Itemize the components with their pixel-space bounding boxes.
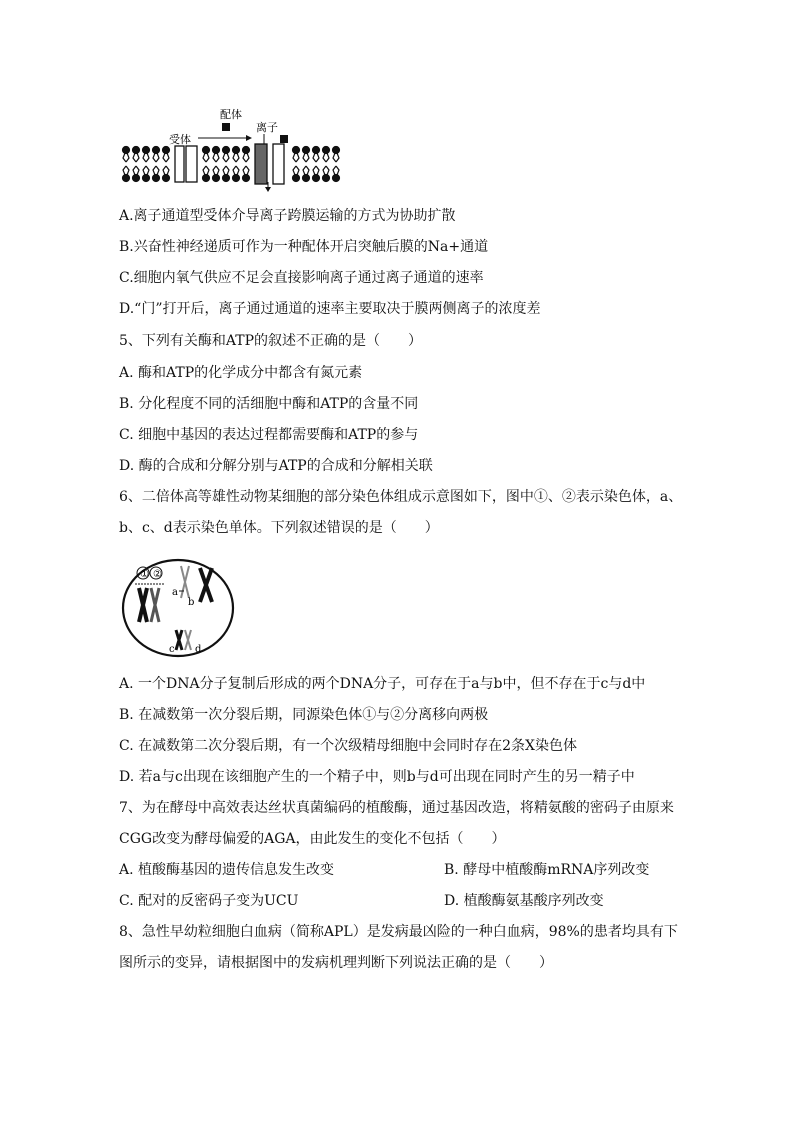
q4-option-a: A.离子通道型受体介导离子跨膜运输的方式为协助扩散 xyxy=(119,208,456,224)
phospholipid-head xyxy=(223,175,230,182)
chromosome-cell-figure xyxy=(120,558,240,662)
phospholipid-tail xyxy=(143,153,149,162)
phospholipid-tail xyxy=(203,166,209,175)
phospholipid-tail xyxy=(153,166,159,175)
phospholipid-tail xyxy=(133,153,139,162)
phospholipid-head xyxy=(143,147,150,154)
phospholipid-head xyxy=(313,175,320,182)
phospholipid-head xyxy=(293,147,300,154)
phospholipid-tail xyxy=(153,153,159,162)
phospholipid-head xyxy=(143,175,150,182)
phospholipid-head xyxy=(303,147,310,154)
q8-stem-line1: 8、急性早幼粒细胞白血病（简称APL）是发病最凶险的一种白血病，98%的患者均具有下 xyxy=(119,924,678,940)
q5-option-a: A. 酶和ATP的化学成分中都含有氮元素 xyxy=(119,365,363,381)
receptor-label: 受体 xyxy=(169,133,191,146)
phospholipid-tail xyxy=(223,153,229,162)
phospholipid-tail xyxy=(163,153,169,162)
phospholipid-head xyxy=(133,147,140,154)
phospholipid-tail xyxy=(243,153,249,162)
phospholipid-tail xyxy=(323,153,329,162)
phospholipid-head xyxy=(293,175,300,182)
phospholipid-tail xyxy=(303,166,309,175)
phospholipid-tail xyxy=(123,153,129,162)
phospholipid-tail xyxy=(233,166,239,175)
phospholipid-tail xyxy=(133,166,139,175)
phospholipid-tail xyxy=(203,153,209,162)
phospholipid-tail xyxy=(233,153,239,162)
q8-stem-line2: 图所示的变异，请根据图中的发病机理判断下列说法正确的是（ ） xyxy=(119,955,553,971)
phospholipid-head xyxy=(123,175,130,182)
chromatid-d-label: d xyxy=(195,644,202,655)
phospholipid-tail xyxy=(333,153,339,162)
phospholipid-head xyxy=(163,147,170,154)
phospholipid-tail xyxy=(223,166,229,175)
phospholipid-tail xyxy=(293,153,299,162)
phospholipid-head xyxy=(203,175,210,182)
phospholipid-head xyxy=(123,147,130,154)
q7-option-a: A. 植酸酶基因的遗传信息发生改变 xyxy=(119,862,335,878)
q7-stem-line1: 7、为在酵母中高效表达丝状真菌编码的植酸酶，通过基因改造，将精氨酸的密码子由原来 xyxy=(119,800,674,816)
ligand-label: 配体 xyxy=(220,108,242,121)
ion-label: 离子 xyxy=(256,121,278,134)
phospholipid-tail xyxy=(303,153,309,162)
phospholipid-tail xyxy=(293,166,299,175)
phospholipid-head xyxy=(323,175,330,182)
phospholipid-head xyxy=(333,147,340,154)
q4-option-b: B.兴奋性神经递质可作为一种配体开启突触后膜的Na+通道 xyxy=(119,239,489,255)
q7-stem-line2: CGG改变为酵母偏爱的AGA，由此发生的变化不包括（ ） xyxy=(119,831,506,847)
phospholipid-tail xyxy=(313,166,319,175)
chromosome-1-label: ① xyxy=(140,569,149,580)
phospholipid-head xyxy=(233,175,240,182)
phospholipid-tail xyxy=(123,166,129,175)
q6-stem-line1: 6、二倍体高等雄性动物某细胞的部分染色体组成示意图如下，图中①、②表示染色体，a、 xyxy=(119,489,683,505)
q5-option-c: C. 细胞中基因的表达过程都需要酶和ATP的参与 xyxy=(119,427,419,443)
phospholipid-tail xyxy=(323,166,329,175)
phospholipid-tail xyxy=(213,166,219,175)
phospholipid-head xyxy=(323,147,330,154)
phospholipid-tail xyxy=(163,166,169,175)
phospholipid-tail xyxy=(333,166,339,175)
phospholipid-head xyxy=(223,147,230,154)
q5-option-b: B. 分化程度不同的活细胞中酶和ATP的含量不同 xyxy=(119,396,419,412)
phospholipid-head xyxy=(303,175,310,182)
phospholipid-tail xyxy=(313,153,319,162)
q4-option-d: D.“门”打开后，离子通过通道的速率主要取决于膜两侧离子的浓度差 xyxy=(119,301,541,317)
q6-stem-line2: b、c、d表示染色单体。下列叙述错误的是（ ） xyxy=(119,520,439,536)
phospholipid-tail xyxy=(143,166,149,175)
q6-option-a: A. 一个DNA分子复制后形成的两个DNA分子，可存在于a与b中，但不存在于c与d中 xyxy=(119,676,646,692)
chromatid-c-label: c xyxy=(169,644,175,655)
q5-option-d: D. 酶的合成和分解分别与ATP的合成和分解相关联 xyxy=(119,458,433,474)
q6-option-c: C. 在减数第二次分裂后期，有一个次级精母细胞中会同时存在2条X染色体 xyxy=(119,738,577,754)
q6-option-b: B. 在减数第一次分裂后期，同源染色体①与②分离移向两极 xyxy=(119,707,489,723)
phospholipid-head xyxy=(333,175,340,182)
q7-option-d: D. 植酸酶氨基酸序列改变 xyxy=(444,893,604,909)
chromatid-b-label: b xyxy=(188,597,195,608)
chromosome-2-label: ② xyxy=(153,569,162,580)
phospholipid-head xyxy=(233,147,240,154)
phospholipid-head xyxy=(163,175,170,182)
chromatid-a-label: a xyxy=(172,587,178,598)
phospholipid-head xyxy=(153,147,160,154)
q4-option-c: C.细胞内氧气供应不足会直接影响离子通过离子通道的速率 xyxy=(119,270,484,286)
phospholipid-head xyxy=(153,175,160,182)
phospholipid-head xyxy=(243,175,250,182)
q5-stem: 5、下列有关酶和ATP的叙述不正确的是（ ） xyxy=(119,333,423,349)
phospholipid-tail xyxy=(213,153,219,162)
q7-option-c: C. 配对的反密码子变为UCU xyxy=(119,893,299,909)
phospholipid-head xyxy=(203,147,210,154)
phospholipid-head xyxy=(213,147,220,154)
phospholipid-head xyxy=(133,175,140,182)
membrane-ion-channel-figure xyxy=(118,106,350,192)
phospholipid-tail xyxy=(243,166,249,175)
phospholipid-head xyxy=(313,147,320,154)
phospholipid-head xyxy=(213,175,220,182)
q7-option-b: B. 酵母中植酸酶mRNA序列改变 xyxy=(444,862,650,878)
phospholipid-head xyxy=(243,147,250,154)
q6-option-d: D. 若a与c出现在该细胞产生的一个精子中，则b与d可出现在同时产生的另一精子中 xyxy=(119,769,635,785)
